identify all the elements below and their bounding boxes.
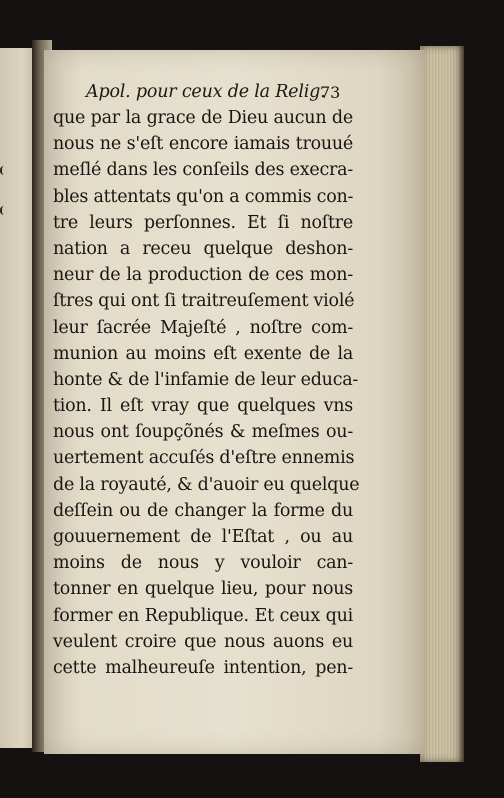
text-line: honte & de l'infamie de leur educa- xyxy=(53,369,359,390)
text-line: neur de la production de ces mon- xyxy=(53,265,353,286)
page-number: 73 xyxy=(320,83,341,102)
text-line: tonner en quelque lieu, pour nous xyxy=(53,579,353,600)
text-line: nous ont ſoupçõnés & meſmes ou- xyxy=(53,422,353,443)
text-line: ſtres qui ont ſi traitreuſement violé xyxy=(53,291,355,312)
text-line: leur ſacrée Majeſté , noſtre com- xyxy=(53,317,353,338)
text-line: uertement accuſés d'eſtre ennemis xyxy=(53,448,355,469)
bleed-through-mark xyxy=(0,206,12,215)
book-page xyxy=(44,50,424,754)
text-line: meſlé dans les conſeils des execra- xyxy=(53,160,353,181)
bleed-through-mark xyxy=(0,166,12,175)
text-line: nous ne s'eſt encore iamais trouué xyxy=(53,134,353,155)
text-line: munion au moins eſt exente de la xyxy=(53,343,353,364)
text-line: veulent croire que nous auons eu xyxy=(53,631,353,652)
fore-edge-shadow xyxy=(458,46,464,762)
text-line: bles attentats qu'on a commis con- xyxy=(53,186,354,207)
text-line: gouuernement de l'Eſtat , ou au xyxy=(53,527,353,547)
body-text xyxy=(53,105,360,681)
text-line: tre leurs perſonnes. Et ſi noſtre xyxy=(53,212,353,233)
text-line: cette malheureuſe intention, pen- xyxy=(53,657,353,678)
text-line: deſſein ou de changer la forme du xyxy=(53,500,353,521)
text-line: de la royauté, & d'auoir eu quelque xyxy=(53,474,360,495)
text-line: tion. Il eſt vray que quelques vns xyxy=(53,396,353,417)
running-title: Apol. pour ceux de la Relig. xyxy=(86,82,326,102)
text-line: nation a receu quelque deshon- xyxy=(53,238,353,259)
text-line: que par la grace de Dieu aucun de xyxy=(53,108,353,128)
text-line: former en Republique. Et ceux qui xyxy=(53,605,353,626)
text-line: moins de nous y vouloir can- xyxy=(53,553,353,574)
